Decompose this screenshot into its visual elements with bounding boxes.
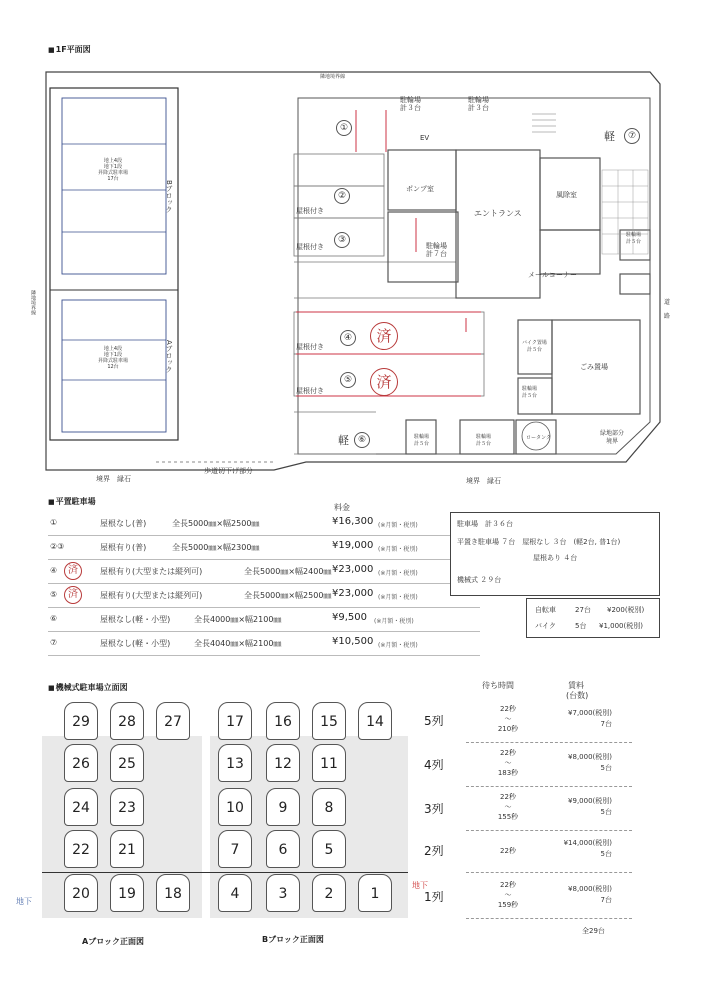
- rotank-label: ロータンク: [526, 435, 551, 441]
- rent-header: 賃料: [568, 681, 584, 690]
- ground-line: [42, 872, 408, 873]
- mech-slot: 20: [64, 874, 98, 912]
- space-4-roof: 屋根付き: [296, 343, 324, 351]
- row3-taken-stamp: 済: [64, 562, 82, 580]
- wait-header: 待ち時間: [482, 681, 514, 690]
- bike-parking-7: 駐輪場 計７台: [426, 242, 447, 258]
- mech-slot: 2: [312, 874, 346, 912]
- mech-slot: 1: [358, 874, 392, 912]
- kei-7-label: 軽: [604, 130, 615, 143]
- mech-slot: 21: [110, 830, 144, 868]
- road-label: 道 路: [664, 299, 671, 320]
- mech-level-label: 2列: [424, 844, 444, 858]
- space-3-marker: ③: [334, 232, 350, 248]
- mech-wait-time: 22秒 〜 159秒: [497, 881, 519, 909]
- mech-level-label: 4列: [424, 758, 444, 772]
- space-6-marker: ⑥: [354, 432, 370, 448]
- mech-slot: 19: [110, 874, 144, 912]
- space-5-taken-stamp: 済: [370, 368, 398, 396]
- row4-taken-stamp: 済: [64, 586, 82, 604]
- bottom-left-boundary: 境界 縁石: [96, 475, 131, 483]
- flat-row-3: ④ 済 屋根有り(大型または縦列可) 全長5000㎜×幅2400㎜ ¥23,000 (※月額・税別): [48, 560, 480, 584]
- left-boundary-label: 隣地境界線: [30, 290, 36, 315]
- mech-slot: 24: [64, 788, 98, 826]
- level1-underground-prefix: 地下: [412, 881, 428, 890]
- mech-slot: 15: [312, 702, 346, 740]
- windbreak-room-label: 風除室: [556, 191, 577, 199]
- flat-row-1: ① 屋根なし(普) 全長5000㎜×幅2500㎜ ¥16,300 (※月額・税別): [48, 512, 480, 536]
- a-block-front-label: Aブロック正面図: [82, 937, 145, 946]
- mech-slot: 16: [266, 702, 300, 740]
- fee-header: 料金: [334, 503, 350, 512]
- mech-level-divider: [466, 830, 632, 831]
- mech-slot: 17: [218, 702, 252, 740]
- kei-6-label: 軽: [338, 434, 349, 447]
- mech-slot: 27: [156, 702, 190, 740]
- mech-level-label: 5列: [424, 714, 444, 728]
- space-4-marker: ④: [340, 330, 356, 346]
- mech-slot: 28: [110, 702, 144, 740]
- mech-slot: 29: [64, 702, 98, 740]
- mech-slot: 25: [110, 744, 144, 782]
- space-1-marker: ①: [336, 120, 352, 136]
- small-bike-1: 駐輪場 計５台: [522, 386, 538, 399]
- mech-rent: ¥9,000(税別) 5台: [568, 797, 612, 816]
- floor-plan-drawing: [36, 62, 676, 482]
- mech-slot: 9: [266, 788, 300, 826]
- mech-slot: 18: [156, 874, 190, 912]
- mech-rent: ¥7,000(税別) 7台: [568, 709, 612, 728]
- green-area-label: 緑地部分 境界: [600, 430, 625, 445]
- space-2-marker: ②: [334, 188, 350, 204]
- mech-slot: 23: [110, 788, 144, 826]
- top-boundary-label: 隣地境界線: [320, 74, 346, 80]
- mech-slot: 12: [266, 744, 300, 782]
- small-bike-2: 駐輪場 計５台: [414, 434, 430, 447]
- mech-rent: ¥8,000(税別) 5台: [568, 753, 612, 772]
- mech-parking-title: ■ 機械式駐車場立面図: [48, 682, 128, 693]
- small-bike-4: 駐輪場 計５台: [626, 232, 642, 245]
- sidewalk-cut-label: 歩道切下げ部分: [204, 467, 253, 475]
- mech-rent: ¥8,000(税別) 7台: [568, 885, 612, 904]
- mech-level-label: 1列: [424, 890, 444, 904]
- mech-slot: 6: [266, 830, 300, 868]
- pump-room-label: ポンプ室: [406, 185, 434, 193]
- mech-level-divider: [466, 872, 632, 873]
- space-2-roof: 屋根付き: [296, 207, 324, 215]
- bike-parking-2: 駐輪場 計３台: [468, 96, 489, 112]
- ev-label: EV: [420, 134, 430, 142]
- mech-wait-time: 22秒 〜 210秒: [497, 705, 519, 733]
- small-bike-3: 駐輪場 計５台: [476, 434, 492, 447]
- bike-yard-label: バイク置場 計５台: [522, 340, 547, 353]
- stack-a-text: 地上4段 地下1段 昇降式駐車場 12台: [97, 346, 128, 370]
- mech-total: 全29台: [582, 927, 605, 935]
- block-a-label: Aブロック: [165, 340, 173, 373]
- mech-rent: ¥14,000(税別) 5台: [563, 839, 612, 858]
- mech-level-divider: [466, 742, 632, 743]
- mech-slot: 7: [218, 830, 252, 868]
- garbage-label: ごみ置場: [580, 363, 608, 371]
- mech-wait-time: 22秒 〜 183秒: [497, 749, 519, 777]
- mech-slot: 13: [218, 744, 252, 782]
- bike-parking-1: 駐輪場 計３台: [400, 96, 421, 112]
- flat-parking-title: ■ 平置駐車場: [48, 496, 96, 507]
- space-5-roof: 屋根付き: [296, 387, 324, 395]
- mech-slot: 10: [218, 788, 252, 826]
- b-block-front-label: Bブロック正面図: [262, 935, 324, 944]
- block-b-label: Bブロック: [165, 180, 173, 213]
- space-3-roof: 屋根付き: [296, 243, 324, 251]
- space-5-marker: ⑤: [340, 372, 356, 388]
- mech-slot: 11: [312, 744, 346, 782]
- bike-fee-box: 自転車 27台 ¥200(税別) バイク 5台 ¥1,000(税別): [526, 598, 660, 638]
- mech-wait-time: 22秒 〜 155秒: [497, 793, 519, 821]
- flat-row-2: ②③ 屋根有り(普) 全長5000㎜×幅2300㎜ ¥19,000 (※月額・税別): [48, 536, 480, 560]
- mech-slot: 22: [64, 830, 98, 868]
- summary-box: 駐車場 計３６台 平置き駐車場 ７台 屋根なし ３台 (軽2台, 普1台) 屋根あり ４台 機械式 ２９台: [450, 512, 660, 596]
- flat-row-5: ⑥ 屋根なし(軽・小型) 全長4000㎜×幅2100㎜ ¥9,500 (※月額・税別): [48, 608, 480, 632]
- stack-b-text: 地上4段 地下1段 昇降式駐車場 17台: [97, 158, 128, 182]
- flat-row-6: ⑦ 屋根なし(軽・小型) 全長4040㎜×幅2100㎜ ¥10,500 (※月額・税別): [48, 632, 480, 656]
- space-7-marker: ⑦: [624, 128, 640, 144]
- underground-side-label: 地下: [16, 897, 32, 906]
- mech-level-divider: [466, 786, 632, 787]
- rent-subheader: (台数): [566, 691, 589, 700]
- entrance-label: エントランス: [474, 209, 522, 218]
- mech-level-divider: [466, 918, 632, 919]
- space-4-taken-stamp: 済: [370, 322, 398, 350]
- mech-slot: 4: [218, 874, 252, 912]
- mech-slot: 8: [312, 788, 346, 826]
- mech-slot: 26: [64, 744, 98, 782]
- mech-slot: 5: [312, 830, 346, 868]
- mail-corner-label: メールコーナー: [528, 271, 577, 279]
- bottom-right-boundary: 境界 縁石: [466, 477, 501, 485]
- mech-slot: 14: [358, 702, 392, 740]
- mech-level-label: 3列: [424, 802, 444, 816]
- mech-slot: 3: [266, 874, 300, 912]
- floor-plan-title: ■ 1F平面図: [48, 44, 91, 55]
- mech-wait-time: 22秒: [500, 847, 516, 855]
- flat-row-4: ⑤ 済 屋根有り(大型または縦列可) 全長5000㎜×幅2500㎜ ¥23,000 (※月額・税別): [48, 584, 480, 608]
